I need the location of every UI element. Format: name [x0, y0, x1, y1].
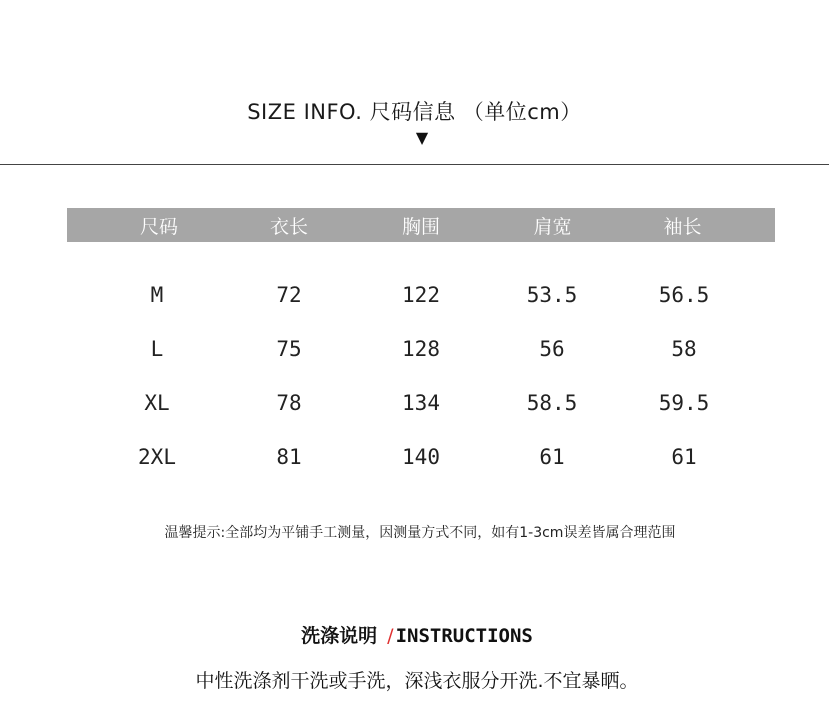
size-cell: XL [144, 391, 170, 415]
column-header-length: 衣长 [269, 215, 308, 238]
size-cell: L [150, 337, 164, 361]
column-header-size: 尺码 [139, 215, 178, 238]
shoulder-cell: 56 [539, 337, 565, 361]
table-row [67, 322, 775, 376]
washing-title-en: INSTRUCTIONS [395, 625, 533, 647]
column-header-shoulder: 肩宽 [533, 215, 572, 238]
size-cell: M [150, 283, 164, 307]
chest-cell: 122 [402, 283, 440, 307]
table-row [67, 430, 775, 484]
slash-divider: / [387, 625, 394, 647]
sleeve-cell: 61 [671, 445, 697, 469]
sleeve-cell: 58 [671, 337, 697, 361]
column-header-chest: 胸围 [401, 215, 440, 238]
size-cell: 2XL [138, 445, 176, 469]
length-cell: 75 [276, 337, 302, 361]
table-header [67, 208, 775, 242]
length-cell: 72 [276, 283, 302, 307]
table-row [67, 268, 775, 322]
chest-cell: 140 [402, 445, 440, 469]
washing-title-cn: 洗涤说明 [301, 625, 378, 647]
sleeve-cell: 56.5 [658, 283, 710, 307]
table-body [67, 268, 775, 484]
page-title: SIZE INFO. 尺码信息 （单位cm） [247, 100, 582, 124]
chest-cell: 128 [402, 337, 440, 361]
washing-instructions-title [0, 621, 829, 648]
length-cell: 78 [276, 391, 302, 415]
shoulder-cell: 61 [539, 445, 565, 469]
shoulder-cell: 58.5 [526, 391, 578, 415]
down-arrow-icon: ▼ [415, 128, 429, 147]
size-table [67, 208, 775, 484]
chest-cell: 134 [402, 391, 440, 415]
sleeve-cell: 59.5 [658, 391, 710, 415]
washing-instructions-text: 中性洗涤剂干洗或手洗，深浅衣服分开洗.不宜暴晒。 [195, 670, 639, 692]
divider [0, 164, 829, 165]
length-cell: 81 [276, 445, 302, 469]
shoulder-cell: 53.5 [526, 283, 578, 307]
column-header-sleeve: 袖长 [663, 215, 702, 238]
measurement-note: 温馨提示:全部均为平铺手工测量，因测量方式不同，如有1-3cm误差皆属合理范围 [164, 525, 676, 541]
table-row [67, 376, 775, 430]
